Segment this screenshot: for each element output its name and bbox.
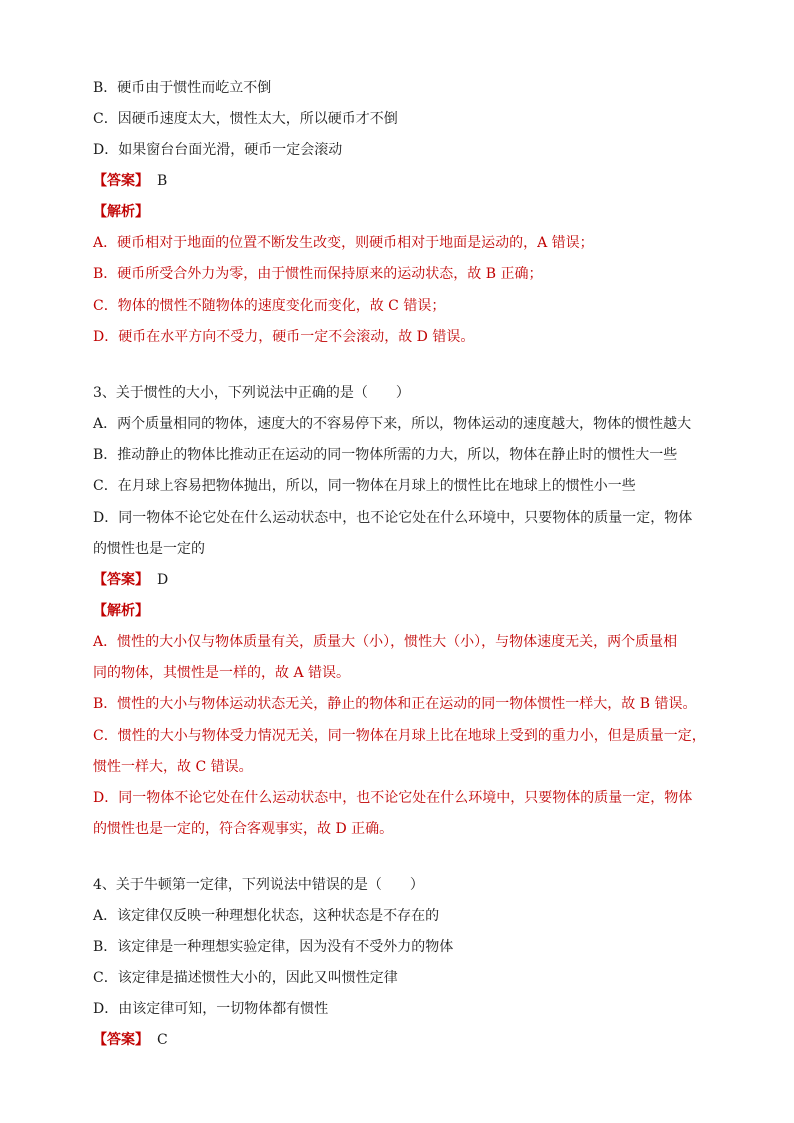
q2-option-c: C．因硬币速度太大，惯性太大，所以硬币才不倒 <box>93 111 398 127</box>
q2-analysis-line: A．硬币相对于地面的位置不断发生改变，则硬币相对于地面是运动的，A 错误； <box>93 235 594 251</box>
q4-option: C．该定律是描述惯性大小的，因此又叫惯性定律 <box>93 970 398 986</box>
q2-option-d: D．如果窗台台面光滑，硬币一定会滚动 <box>93 142 343 158</box>
q4-option: D．由该定律可知，一切物体都有惯性 <box>93 1001 329 1017</box>
q3-answer-row <box>93 571 704 589</box>
q3-option: D．同一物体不论它处在什么运动状态中，也不论它处在什么环境中，只要物体的质量一定，物体 <box>93 510 693 526</box>
q3-stem: 3、关于惯性的大小，下列说法中正确的是（ ） <box>93 385 410 401</box>
answer-tag: 【答案】 <box>93 572 149 588</box>
q4-option: A．该定律仅反映一种理想化状态，这种状态是不存在的 <box>93 908 440 924</box>
q3-analysis-line: C．惯性的大小与物体受力情况无关，同一物体在月球上比在地球上受到的重力小，但是质量一定， <box>93 728 706 744</box>
q3-analysis-line: 同的物体，其惯性是一样的，故 A 错误。 <box>93 665 351 681</box>
q3-analysis-line: B．惯性的大小与物体运动状态无关，静止的物体和正在运动的同一物体惯性一样大，故 B 错误。 <box>93 696 697 712</box>
q4-answer-row <box>93 1031 704 1049</box>
q3-analysis-line: 惯性一样大，故 C 错误。 <box>93 759 253 775</box>
q4-option: B．该定律是一种理想实验定律，因为没有不受外力的物体 <box>93 939 454 955</box>
q4-stem: 4、关于牛顿第一定律，下列说法中错误的是（ ） <box>93 877 424 893</box>
q2-analysis-line: D．硬币在水平方向不受力，硬币一定不会滚动，故 D 错误。 <box>93 329 475 345</box>
answer-value: D <box>157 572 169 588</box>
q2-option-b: B．硬币由于惯性而屹立不倒 <box>93 80 272 96</box>
answer-value: B <box>157 173 168 189</box>
q3-analysis-tag: 【解析】 <box>93 603 149 619</box>
answer-tag: 【答案】 <box>93 1032 149 1048</box>
q3-option: A．两个质量相同的物体，速度大的不容易停下来，所以，物体运动的速度越大，物体的惯性越大 <box>93 416 692 432</box>
q3-analysis-line: 的惯性也是一定的，符合客观事实，故 D 正确。 <box>93 821 394 837</box>
q3-analysis-line: D．同一物体不论它处在什么运动状态中，也不论它处在什么环境中，只要物体的质量一定，物体 <box>93 790 693 806</box>
q2-analysis-tag: 【解析】 <box>93 204 149 220</box>
q2-answer-row <box>93 172 704 190</box>
q2-analysis-line: B．硬币所受合外力为零，由于惯性而保持原来的运动状态，故 B 正确； <box>93 266 543 282</box>
answer-value: C <box>157 1032 168 1048</box>
q3-option: B．推动静止的物体比推动正在运动的同一物体所需的力大，所以，物体在静止时的惯性大一些 <box>93 447 678 463</box>
q2-analysis-line: C．物体的惯性不随物体的速度变化而变化，故 C 错误； <box>93 298 446 314</box>
answer-tag: 【答案】 <box>93 173 149 189</box>
q3-option: 的惯性也是一定的 <box>93 541 205 557</box>
q3-analysis-line: A．惯性的大小仅与物体质量有关，质量大（小），惯性大（小），与物体速度无关，两个质量相 <box>93 634 678 650</box>
q3-option: C．在月球上容易把物体抛出，所以，同一物体在月球上的惯性比在地球上的惯性小一些 <box>93 478 636 494</box>
